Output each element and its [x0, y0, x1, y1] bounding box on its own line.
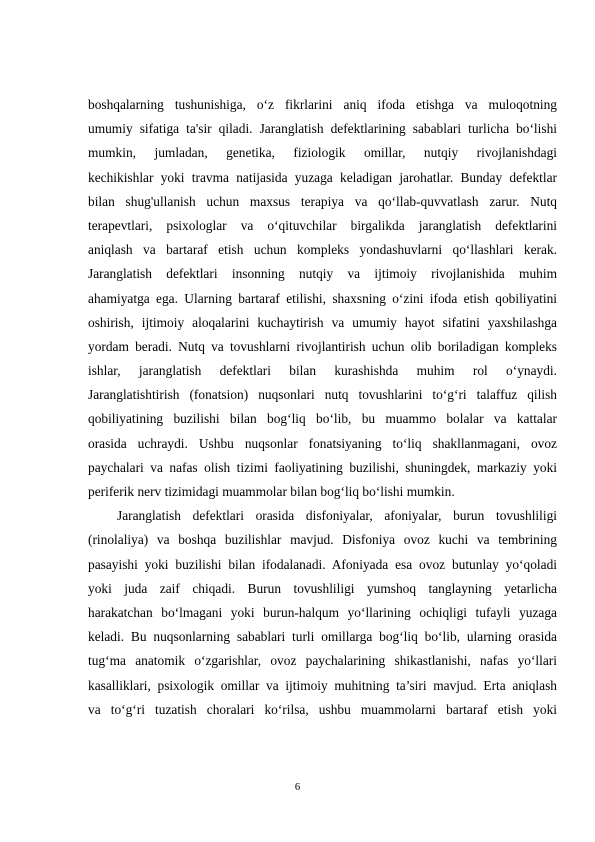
text-line: yordam beradi. Nutq va tovushlarni rivojlantirish uchun olib boriladigan kompleks	[88, 338, 557, 354]
text-line: va to‘g‘ri tuzatish choralari ko‘rilsa, ushbu muammolarni bartaraf etish yoki	[88, 701, 557, 717]
text-line: oshirish, ijtimoiy aloqalarini kuchaytirish va umumiy hayot sifatini yaxshilashga	[88, 314, 557, 330]
text-line: boshqalarning tushunishiga, o‘z fikrlarini aniq ifoda etishga va muloqotning	[88, 97, 557, 112]
text-line: kasalliklari, psixologik omillar va ijtimoiy muhitning ta’siri mavjud. Erta aniqlash	[88, 677, 557, 693]
text-line: aniqlash va bartaraf etish uchun kompleks yondashuvlarni qo‘llashlari kerak.	[88, 242, 557, 258]
text-line: mumkin, jumladan, genetika, fiziologik omillar, nutqiy rivojlanishdagi	[88, 145, 557, 161]
text-line: Jaranglatish defektlari insonning nutqiy va ijtimoiy rivojlanishida muhim	[88, 266, 557, 282]
text-line: pasayishi yoki buzilishi bilan ifodalanadi. Afoniyada esa ovoz butunlay yo‘qoladi	[88, 556, 557, 572]
paragraph-first-line: Jaranglatish defektlari orasida disfoniyalar, afoniyalar, burun tovushliligi	[117, 508, 557, 524]
text-line: ahamiyatga ega. Ularning bartaraf etilishi, shaxsning o‘zini ifoda etish qobiliyatini	[88, 290, 557, 306]
text-line: terapevtlari, psixologlar va o‘qituvchilar birgalikda jaranglatish defektlarini	[88, 217, 557, 233]
text-line: umumiy sifatiga ta'sir qiladi. Jaranglatish defektlarining sabablari turlicha bo‘lishi	[88, 121, 557, 137]
text-line: kechikishlar yoki travma natijasida yuzaga keladigan jarohatlar. Bunday defektlar	[88, 169, 557, 185]
text-line: tug‘ma anatomik o‘zgarishlar, ovoz paychalarining shikastlanishi, nafas yo‘llari	[88, 653, 557, 669]
paragraph-last-line: periferik nerv tizimidagi muammolar bilan bog‘liq bo‘lishi mumkin.	[88, 484, 455, 499]
body-text	[88, 93, 557, 722]
page-number: 6	[294, 782, 301, 793]
text-line: bilan shug'ullanish uchun maxsus terapiya va qo‘llab-quvvatlash zarur. Nutq	[88, 193, 557, 209]
text-line: (rinolaliya) va boshqa buzilishlar mavjud. Disfoniya ovoz kuchi va tembrining	[88, 532, 557, 548]
text-line: keladi. Bu nuqsonlarning sabablari turli omillarga bog‘liq bo‘lib, ularning orasida	[88, 629, 557, 645]
text-line: qobiliyatining buzilishi bilan bog‘liq bo‘lib, bu muammo bolalar va kattalar	[88, 411, 557, 427]
text-line: Jaranglatishtirish (fonatsion) nuqsonlari nutq tovushlarini to‘g‘ri talaffuz qilish	[88, 387, 557, 403]
text-line: orasida uchraydi. Ushbu nuqsonlar fonatsiyaning to‘liq shakllanmagani, ovoz	[88, 435, 557, 451]
text-line: harakatchan bo‘lmagani yoki burun-halqum yo‘llarining ochiqligi tufayli yuzaga	[88, 604, 557, 620]
text-line: yoki juda zaif chiqadi. Burun tovushliligi yumshoq tanglayning yetarlicha	[88, 580, 557, 596]
text-line: ishlar, jaranglatish defektlari bilan kurashishda muhim rol o‘ynaydi.	[88, 363, 557, 379]
text-line: paychalari va nafas olish tizimi faoliyatining buzilishi, shuningdek, markaziy yoki	[88, 459, 557, 475]
